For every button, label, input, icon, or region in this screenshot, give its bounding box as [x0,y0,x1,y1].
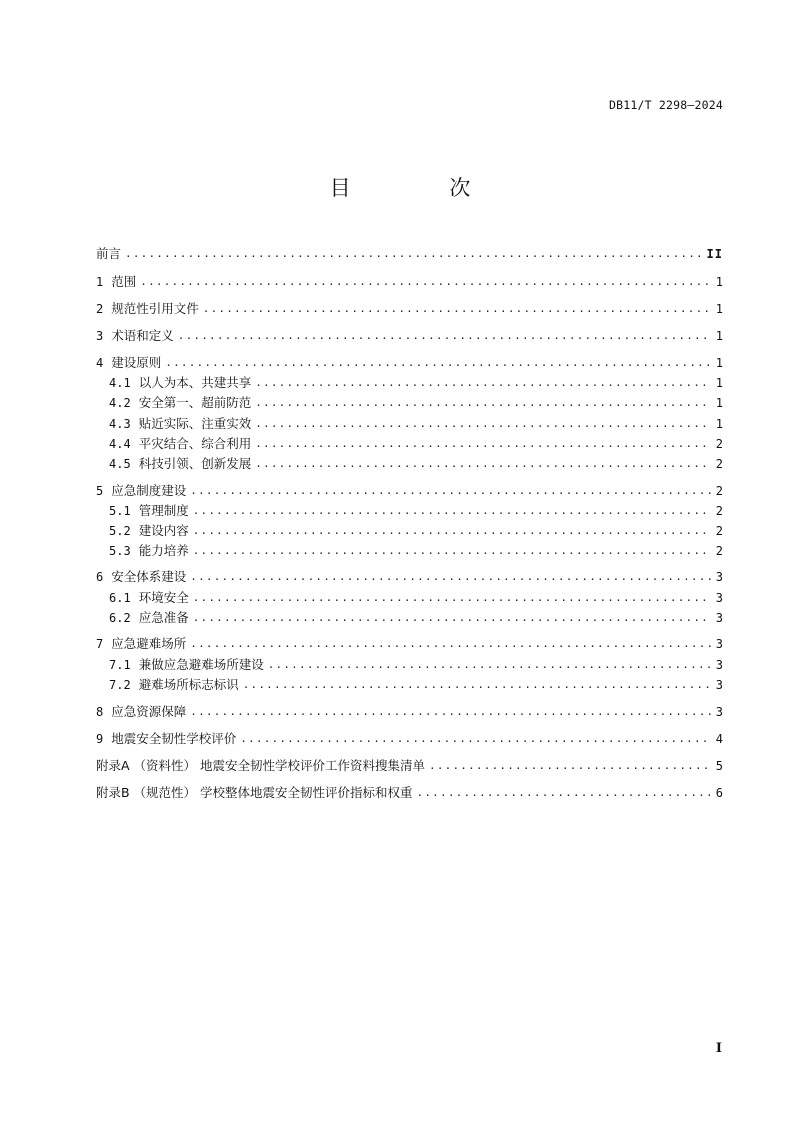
toc-entry-page: 4 [715,732,723,746]
toc-entry[interactable] [109,434,723,452]
toc-entry-page: II [706,247,723,261]
toc-entry[interactable] [96,299,723,317]
toc-entry-number: 3 [96,329,104,343]
toc-entry-page: 3 [715,611,723,625]
toc-entry-number: 6.1 [109,591,131,605]
toc-entry[interactable] [109,454,723,472]
toc-entry[interactable] [96,272,723,290]
toc-dot-leader [193,610,711,626]
toc-entry-number: 5.1 [109,504,131,518]
toc-dot-leader [193,590,711,606]
toc-dot-leader [417,785,711,801]
page-title: 目 次 [329,176,517,200]
toc-entry-label: 应急资源保障 [111,704,187,719]
toc-entry[interactable] [96,783,723,801]
toc-entry[interactable] [96,481,723,499]
toc-entry-number: 4.2 [109,396,131,410]
toc-entry-label: 附录A （资料性） 地震安全韧性学校评价工作资料搜集清单 [96,758,425,773]
toc-entry-page: 6 [715,786,723,800]
toc-entry-number: 2 [96,302,104,316]
toc-entry[interactable] [96,244,723,262]
toc-entry-page: 2 [715,484,723,498]
toc-entry[interactable] [109,414,723,432]
toc-entry-label: 建设内容 [138,523,189,538]
toc-entry-number: 9 [96,732,104,746]
toc-entry-page: 2 [715,504,723,518]
toc-dot-leader [255,395,711,411]
toc-entry-number: 6 [96,570,104,584]
toc-dot-leader [193,503,711,519]
toc-entry[interactable] [96,353,723,371]
toc-dot-leader [165,355,711,371]
toc-entry-number: 6.2 [109,611,131,625]
toc-entry[interactable] [109,675,723,693]
toc-entry-number: 8 [96,705,104,719]
page-number: I [715,1041,722,1056]
toc-entry-number: 4 [96,356,104,370]
toc-entry[interactable] [109,541,723,559]
toc-entry[interactable] [96,702,723,720]
toc-entry[interactable] [109,501,723,519]
toc-entry-label: 地震安全韧性学校评价 [111,731,237,746]
toc-entry-label: 应急制度建设 [111,483,187,498]
toc-entry[interactable] [96,729,723,747]
toc-entry-page: 1 [715,275,723,289]
toc-entry[interactable] [96,326,723,344]
toc-entry-page: 2 [715,457,723,471]
toc-entry-page: 3 [715,591,723,605]
toc-entry-label: 以人为本、共建共享 [138,375,252,390]
toc-entry-page: 3 [715,678,723,692]
toc-entry-page: 1 [715,356,723,370]
toc-entry-label: 避难场所标志标识 [138,677,239,692]
toc-entry-label: 建设原则 [111,355,162,370]
toc-entry-page: 1 [715,329,723,343]
toc-entry-number: 4.4 [109,437,131,451]
toc-entry-page: 2 [715,544,723,558]
toc-entry-label: 规范性引用文件 [111,301,199,316]
toc-dot-leader [268,657,711,673]
toc-entry-label: 前言 [96,246,122,261]
toc-entry-page: 3 [715,658,723,672]
toc-entry-number: 4.1 [109,376,131,390]
toc-dot-leader [140,274,711,290]
toc-entry[interactable] [109,373,723,391]
toc-entry-number: 1 [96,275,104,289]
toc-dot-leader [178,328,711,344]
toc-dot-leader [203,301,711,317]
toc-entry[interactable] [109,608,723,626]
toc-entry[interactable] [96,634,723,652]
document-code: DB11/T 2298—2024 [609,98,723,112]
toc-entry[interactable] [96,567,723,585]
toc-entry-label: 附录B （规范性） 学校整体地震安全韧性评价指标和权重 [96,785,413,800]
toc-entry-label: 应急准备 [138,610,189,625]
toc-entry-number: 4.5 [109,457,131,471]
toc-dot-leader [190,704,711,720]
toc-dot-leader [255,456,711,472]
toc-entry[interactable] [96,756,723,774]
toc-entry-page: 5 [715,759,723,773]
toc-entry-number: 5.3 [109,544,131,558]
toc-dot-leader [193,543,711,559]
toc-entry-label: 平灾结合、综合利用 [138,436,252,451]
toc-dot-leader [193,523,711,539]
toc-entry-number: 7 [96,637,104,651]
toc-entry-label: 贴近实际、注重实效 [138,416,252,431]
toc-entry-label: 兼做应急避难场所建设 [138,657,264,672]
toc-entry[interactable] [109,393,723,411]
toc-entry-page: 1 [715,376,723,390]
toc-entry-label: 环境安全 [138,590,189,605]
toc-entry-label: 应急避难场所 [111,636,187,651]
toc-entry-label: 能力培养 [138,543,189,558]
toc-entry-number: 5.2 [109,524,131,538]
toc-entry-page: 3 [715,637,723,651]
toc-dot-leader [190,636,711,652]
toc-dot-leader [125,246,703,262]
toc-entry-page: 1 [715,417,723,431]
toc-dot-leader [190,569,711,585]
toc-entry-number: 7.1 [109,658,131,672]
toc-entry-label: 管理制度 [138,503,189,518]
toc-entry-number: 5 [96,484,104,498]
toc-entry-label: 范围 [111,274,137,289]
toc-entry-label: 科技引领、创新发展 [138,456,252,471]
toc-entry-page: 1 [715,396,723,410]
toc-entry-label: 安全体系建设 [111,569,187,584]
toc-dot-leader [243,677,711,693]
toc-dot-leader [255,375,711,391]
toc-entry-number: 4.3 [109,417,131,431]
toc-dot-leader [190,483,711,499]
toc-entry[interactable] [109,655,723,673]
toc-entry-number: 7.2 [109,678,131,692]
toc-dot-leader [240,731,711,747]
toc-entry-page: 3 [715,705,723,719]
toc-entry-page: 1 [715,302,723,316]
toc-entry-page: 2 [715,524,723,538]
toc-entry-page: 2 [715,437,723,451]
toc-dot-leader [255,416,711,432]
toc-dot-leader [429,758,711,774]
toc-entry-label: 术语和定义 [111,328,174,343]
toc-entry-page: 3 [715,570,723,584]
toc-entry[interactable] [109,588,723,606]
toc-dot-leader [255,436,711,452]
toc-entry-label: 安全第一、超前防范 [138,395,252,410]
toc-entry[interactable] [109,521,723,539]
